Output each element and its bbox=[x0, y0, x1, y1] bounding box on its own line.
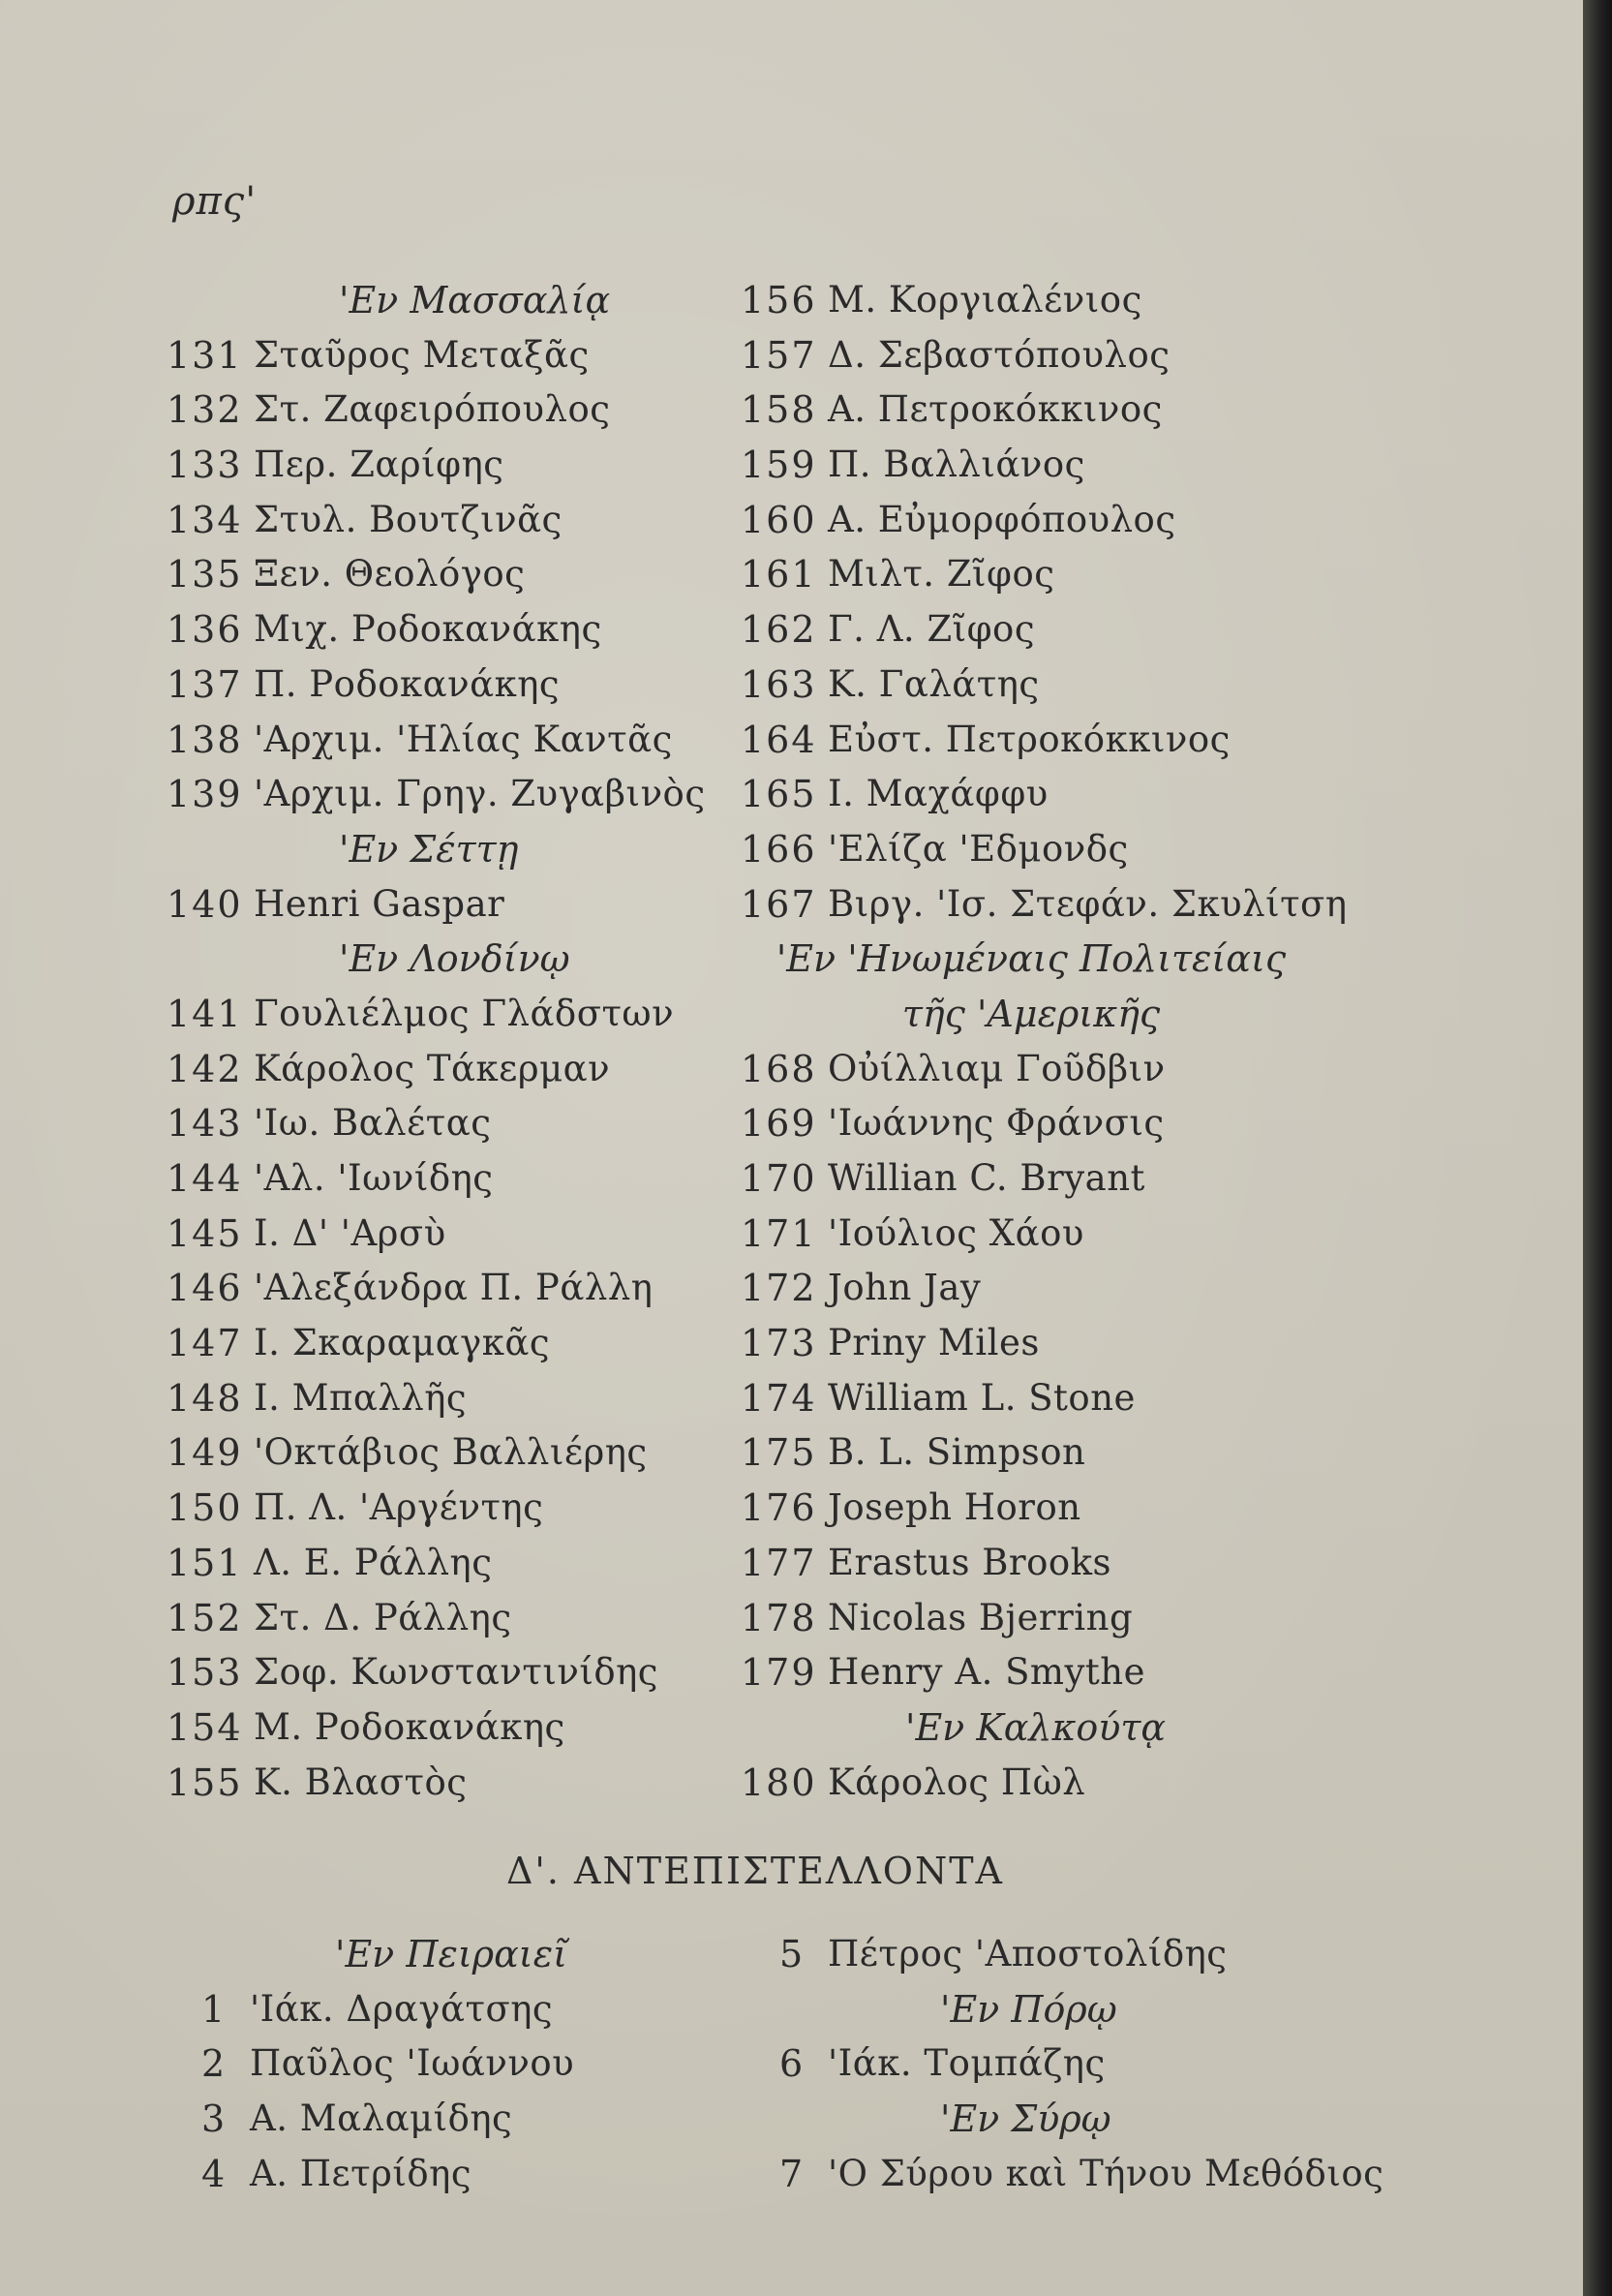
entry-number: 163 bbox=[741, 662, 817, 706]
entry-number: 169 bbox=[741, 1102, 817, 1146]
page-number: ρπς' bbox=[172, 179, 258, 224]
entry-name: Κ. Γαλάτης bbox=[828, 662, 1040, 705]
entry-name: Joseph Horon bbox=[828, 1486, 1081, 1529]
entry-number: 172 bbox=[741, 1267, 817, 1310]
list-entry bbox=[167, 767, 709, 822]
entry-number: 132 bbox=[167, 388, 243, 432]
entry-number: 152 bbox=[167, 1596, 243, 1639]
entry-name: Παῦλος 'Ιωάννου bbox=[250, 2042, 575, 2085]
list-entry bbox=[741, 547, 1360, 602]
entry-name: 'Ιάκ. Τομπάζης bbox=[828, 2042, 1106, 2085]
entry-number: 2 bbox=[201, 2042, 228, 2086]
entry-number: 133 bbox=[167, 444, 243, 487]
location-heading: 'Εν Πειραιεῖ bbox=[335, 1933, 567, 1975]
entry-number: 150 bbox=[167, 1486, 243, 1530]
list-entry bbox=[779, 2036, 1399, 2092]
list-entry bbox=[167, 1481, 709, 1536]
entry-name: Π. Ροδοκανάκης bbox=[254, 662, 561, 705]
entry-name: Στ. Δ. Ράλλης bbox=[254, 1596, 512, 1638]
entry-number: 138 bbox=[167, 718, 243, 761]
entry-number: 173 bbox=[741, 1322, 817, 1365]
list-entry bbox=[167, 1756, 709, 1811]
list-entry bbox=[741, 273, 1360, 328]
entry-name: Κάρολος Τάκερμαν bbox=[254, 1047, 611, 1089]
list-entry bbox=[167, 658, 709, 713]
entry-number: 165 bbox=[741, 773, 817, 816]
entry-name: Οὐίλλιαμ Γοῦδβιν bbox=[828, 1047, 1166, 1089]
list-entry bbox=[167, 1645, 709, 1700]
entry-name: Ι. Σκαραμαγκᾶς bbox=[254, 1322, 551, 1364]
entry-number: 6 bbox=[779, 2042, 806, 2086]
entry-number: 157 bbox=[741, 333, 817, 377]
entry-name: Σταῦρος Μεταξᾶς bbox=[254, 333, 590, 376]
list-entry bbox=[741, 383, 1360, 438]
location-heading: 'Εν Μασσαλίᾳ bbox=[339, 279, 611, 321]
entry-number: 134 bbox=[167, 498, 243, 541]
entry-number: 162 bbox=[741, 608, 817, 652]
entry-name: 'Αλ. 'Ιωνίδης bbox=[254, 1157, 494, 1199]
list-entry bbox=[741, 1481, 1360, 1536]
entry-number: 161 bbox=[741, 553, 817, 597]
list-entry bbox=[779, 1927, 1399, 1982]
list-entry bbox=[741, 1645, 1360, 1700]
list-entry bbox=[167, 987, 709, 1042]
location-heading: 'Εν 'Ηνωμέναις Πολιτείαις bbox=[776, 937, 1287, 981]
entry-name: Στ. Ζαφειρόπουλος bbox=[254, 388, 611, 431]
location-heading: 'Εν Πόρῳ bbox=[940, 1987, 1117, 2031]
list-entry bbox=[741, 1425, 1360, 1481]
entry-name: 'Οκτάβιος Βαλλιέρης bbox=[254, 1431, 648, 1474]
entry-name: 'Ιωάννης Φράνσις bbox=[828, 1102, 1165, 1145]
entry-number: 179 bbox=[741, 1651, 817, 1695]
entry-number: 168 bbox=[741, 1047, 817, 1090]
entry-number: 144 bbox=[167, 1157, 243, 1200]
entry-number: 160 bbox=[741, 498, 817, 541]
entry-name: Πέτρος 'Αποστολίδης bbox=[828, 1933, 1228, 1975]
entry-name: 'Ελίζα 'Εδμονδς bbox=[828, 827, 1129, 870]
entry-number: 151 bbox=[167, 1541, 243, 1584]
list-entry bbox=[167, 438, 709, 493]
lower-left-column bbox=[201, 1927, 744, 2201]
entry-name: William L. Stone bbox=[828, 1376, 1136, 1419]
entry-name: Ι. Δ' 'Αρσὺ bbox=[254, 1211, 446, 1254]
entry-name: Γ. Λ. Ζῖφος bbox=[828, 608, 1036, 651]
list-entry bbox=[741, 1096, 1360, 1151]
list-entry bbox=[741, 1371, 1360, 1426]
section-title: Δ'. ΑΝΤΕΠΙΣΤΕΛΛΟΝΤΑ bbox=[505, 1850, 1004, 1892]
list-entry bbox=[741, 493, 1360, 548]
entry-number: 146 bbox=[167, 1267, 243, 1310]
list-entry bbox=[741, 822, 1360, 877]
entry-name: Α. Πετρίδης bbox=[250, 2152, 472, 2194]
entry-number: 131 bbox=[167, 333, 243, 377]
entry-name: 'Ιάκ. Δραγάτσης bbox=[250, 1987, 554, 2030]
entry-name: 'Ο Σύρου καὶ Τήνου Μεθόδιος bbox=[828, 2152, 1384, 2194]
entry-name: B. L. Simpson bbox=[828, 1431, 1086, 1474]
entry-name: 'Αρχιμ. 'Ηλίας Καντᾶς bbox=[254, 718, 673, 760]
entry-name: Λ. Ε. Ράλλης bbox=[254, 1541, 493, 1583]
list-entry bbox=[167, 547, 709, 602]
list-entry bbox=[741, 713, 1360, 768]
entry-number: 1 bbox=[201, 1987, 228, 2031]
entry-number: 158 bbox=[741, 388, 817, 432]
list-entry bbox=[167, 877, 709, 933]
entry-name: 'Ιούλιος Χάου bbox=[828, 1211, 1084, 1254]
entry-number: 180 bbox=[741, 1760, 817, 1804]
entry-number: 5 bbox=[779, 1933, 806, 1975]
list-entry bbox=[741, 1316, 1360, 1371]
list-entry bbox=[741, 767, 1360, 822]
list-entry bbox=[167, 713, 709, 768]
location-heading: 'Εν Σέττῃ bbox=[339, 827, 519, 871]
entry-name: Μιλτ. Ζῖφος bbox=[828, 553, 1055, 596]
entry-name: Δ. Σεβαστόπουλος bbox=[828, 333, 1171, 376]
entry-name: Στυλ. Βουτζινᾶς bbox=[254, 498, 563, 540]
entry-number: 136 bbox=[167, 608, 243, 652]
entry-number: 137 bbox=[167, 662, 243, 706]
list-entry bbox=[741, 1261, 1360, 1316]
entry-name: Henry A. Smythe bbox=[828, 1651, 1146, 1694]
location-heading: 'Εν Σύρῳ bbox=[940, 2097, 1111, 2141]
list-entry bbox=[741, 658, 1360, 713]
location-heading: τῆς 'Αμερικῆς bbox=[901, 992, 1161, 1035]
list-entry bbox=[741, 1042, 1360, 1097]
entry-name: Κ. Βλαστὸς bbox=[254, 1760, 468, 1803]
entry-number: 154 bbox=[167, 1705, 243, 1749]
entry-number: 4 bbox=[201, 2152, 228, 2195]
entry-number: 7 bbox=[779, 2152, 806, 2195]
entry-name: Α. Μαλαμίδης bbox=[250, 2097, 513, 2140]
entry-name: Εὐστ. Πετροκόκκινος bbox=[828, 718, 1231, 760]
entry-name: Ι. Μπαλλῆς bbox=[254, 1376, 468, 1419]
list-entry bbox=[741, 1591, 1360, 1646]
entry-name: Nicolas Bjerring bbox=[828, 1596, 1134, 1638]
entry-number: 167 bbox=[741, 882, 817, 926]
list-entry bbox=[167, 493, 709, 548]
list-entry bbox=[167, 1207, 709, 1262]
list-entry bbox=[741, 1207, 1360, 1262]
lower-right-column bbox=[779, 1927, 1399, 2201]
list-entry bbox=[167, 1096, 709, 1151]
list-entry bbox=[167, 1316, 709, 1371]
list-entry bbox=[741, 1151, 1360, 1207]
entry-number: 155 bbox=[167, 1760, 243, 1804]
book-spine-shadow bbox=[1583, 0, 1612, 2296]
entry-number: 147 bbox=[167, 1322, 243, 1365]
list-entry bbox=[741, 1756, 1360, 1811]
list-entry bbox=[779, 2147, 1399, 2202]
list-entry bbox=[167, 602, 709, 658]
list-entry bbox=[741, 328, 1360, 383]
left-column bbox=[167, 273, 709, 1810]
list-entry bbox=[167, 1700, 709, 1756]
entry-name: Μ. Κοργιαλένιος bbox=[828, 279, 1142, 321]
entry-name: Π. Βαλλιάνος bbox=[828, 444, 1085, 486]
entry-name: 'Αλεξάνδρα Π. Ράλλη bbox=[254, 1267, 654, 1309]
list-entry bbox=[741, 877, 1360, 933]
entry-name: Priny Miles bbox=[828, 1322, 1040, 1364]
list-entry bbox=[167, 1536, 709, 1591]
entry-number: 178 bbox=[741, 1596, 817, 1639]
location-heading: 'Εν Καλκούτᾳ bbox=[905, 1705, 1167, 1749]
list-entry bbox=[201, 1982, 744, 2037]
entry-number: 177 bbox=[741, 1541, 817, 1584]
list-entry bbox=[167, 1591, 709, 1646]
list-entry bbox=[741, 438, 1360, 493]
entry-name: Περ. Ζαρίφης bbox=[254, 444, 504, 486]
entry-name: Κάρολος Πὼλ bbox=[828, 1760, 1086, 1803]
entry-name: Βιργ. 'Ισ. Στεφάν. Σκυλίτση bbox=[828, 882, 1348, 925]
entry-name: 'Αρχιμ. Γρηγ. Ζυγαβινὸς bbox=[254, 773, 706, 815]
entry-number: 159 bbox=[741, 444, 817, 487]
entry-number: 142 bbox=[167, 1047, 243, 1090]
entry-number: 164 bbox=[741, 718, 817, 761]
entry-name: Henri Gaspar bbox=[254, 882, 505, 925]
entry-number: 171 bbox=[741, 1211, 817, 1255]
entry-number: 141 bbox=[167, 992, 243, 1035]
entry-name: Α. Εὐμορφόπουλος bbox=[828, 498, 1176, 540]
list-entry bbox=[167, 1151, 709, 1207]
location-heading: 'Εν Λονδίνῳ bbox=[339, 937, 570, 981]
entry-name: Μιχ. Ροδοκανάκης bbox=[254, 608, 602, 651]
entry-number: 135 bbox=[167, 553, 243, 597]
list-entry bbox=[741, 602, 1360, 658]
entry-name: Erastus Brooks bbox=[828, 1541, 1112, 1583]
list-entry bbox=[167, 383, 709, 438]
right-column bbox=[741, 273, 1360, 1810]
entry-name: Σοφ. Κωνσταντινίδης bbox=[254, 1651, 659, 1694]
entry-number: 170 bbox=[741, 1157, 817, 1200]
entry-number: 174 bbox=[741, 1376, 817, 1420]
list-entry bbox=[201, 2092, 744, 2147]
entry-number: 143 bbox=[167, 1102, 243, 1146]
entry-number: 139 bbox=[167, 773, 243, 816]
entry-name: Ι. Μαχάφφυ bbox=[828, 773, 1049, 815]
entry-name: Willian C. Bryant bbox=[828, 1157, 1145, 1199]
entry-name: Π. Λ. 'Αργέντης bbox=[254, 1486, 544, 1529]
entry-name: 'Ιω. Βαλέτας bbox=[254, 1102, 492, 1145]
entry-name: John Jay bbox=[828, 1267, 982, 1309]
entry-number: 176 bbox=[741, 1486, 817, 1530]
list-entry bbox=[167, 328, 709, 383]
list-entry bbox=[167, 1042, 709, 1097]
entry-number: 166 bbox=[741, 827, 817, 871]
entry-number: 140 bbox=[167, 882, 243, 926]
entry-name: Γουλιέλμος Γλάδστων bbox=[254, 992, 675, 1034]
entry-name: Μ. Ροδοκανάκης bbox=[254, 1705, 565, 1748]
list-entry bbox=[167, 1425, 709, 1481]
entry-number: 3 bbox=[201, 2097, 228, 2141]
entry-number: 153 bbox=[167, 1651, 243, 1695]
list-entry bbox=[167, 1371, 709, 1426]
entry-name: Ξεν. Θεολόγος bbox=[254, 553, 526, 596]
entry-number: 156 bbox=[741, 279, 817, 321]
entry-number: 149 bbox=[167, 1431, 243, 1475]
list-entry bbox=[741, 1536, 1360, 1591]
entry-number: 148 bbox=[167, 1376, 243, 1420]
entry-name: Α. Πετροκόκκινος bbox=[828, 388, 1163, 431]
entry-number: 145 bbox=[167, 1211, 243, 1255]
list-entry bbox=[201, 2147, 744, 2202]
list-entry bbox=[167, 1261, 709, 1316]
list-entry bbox=[201, 2036, 744, 2092]
entry-number: 175 bbox=[741, 1431, 817, 1475]
